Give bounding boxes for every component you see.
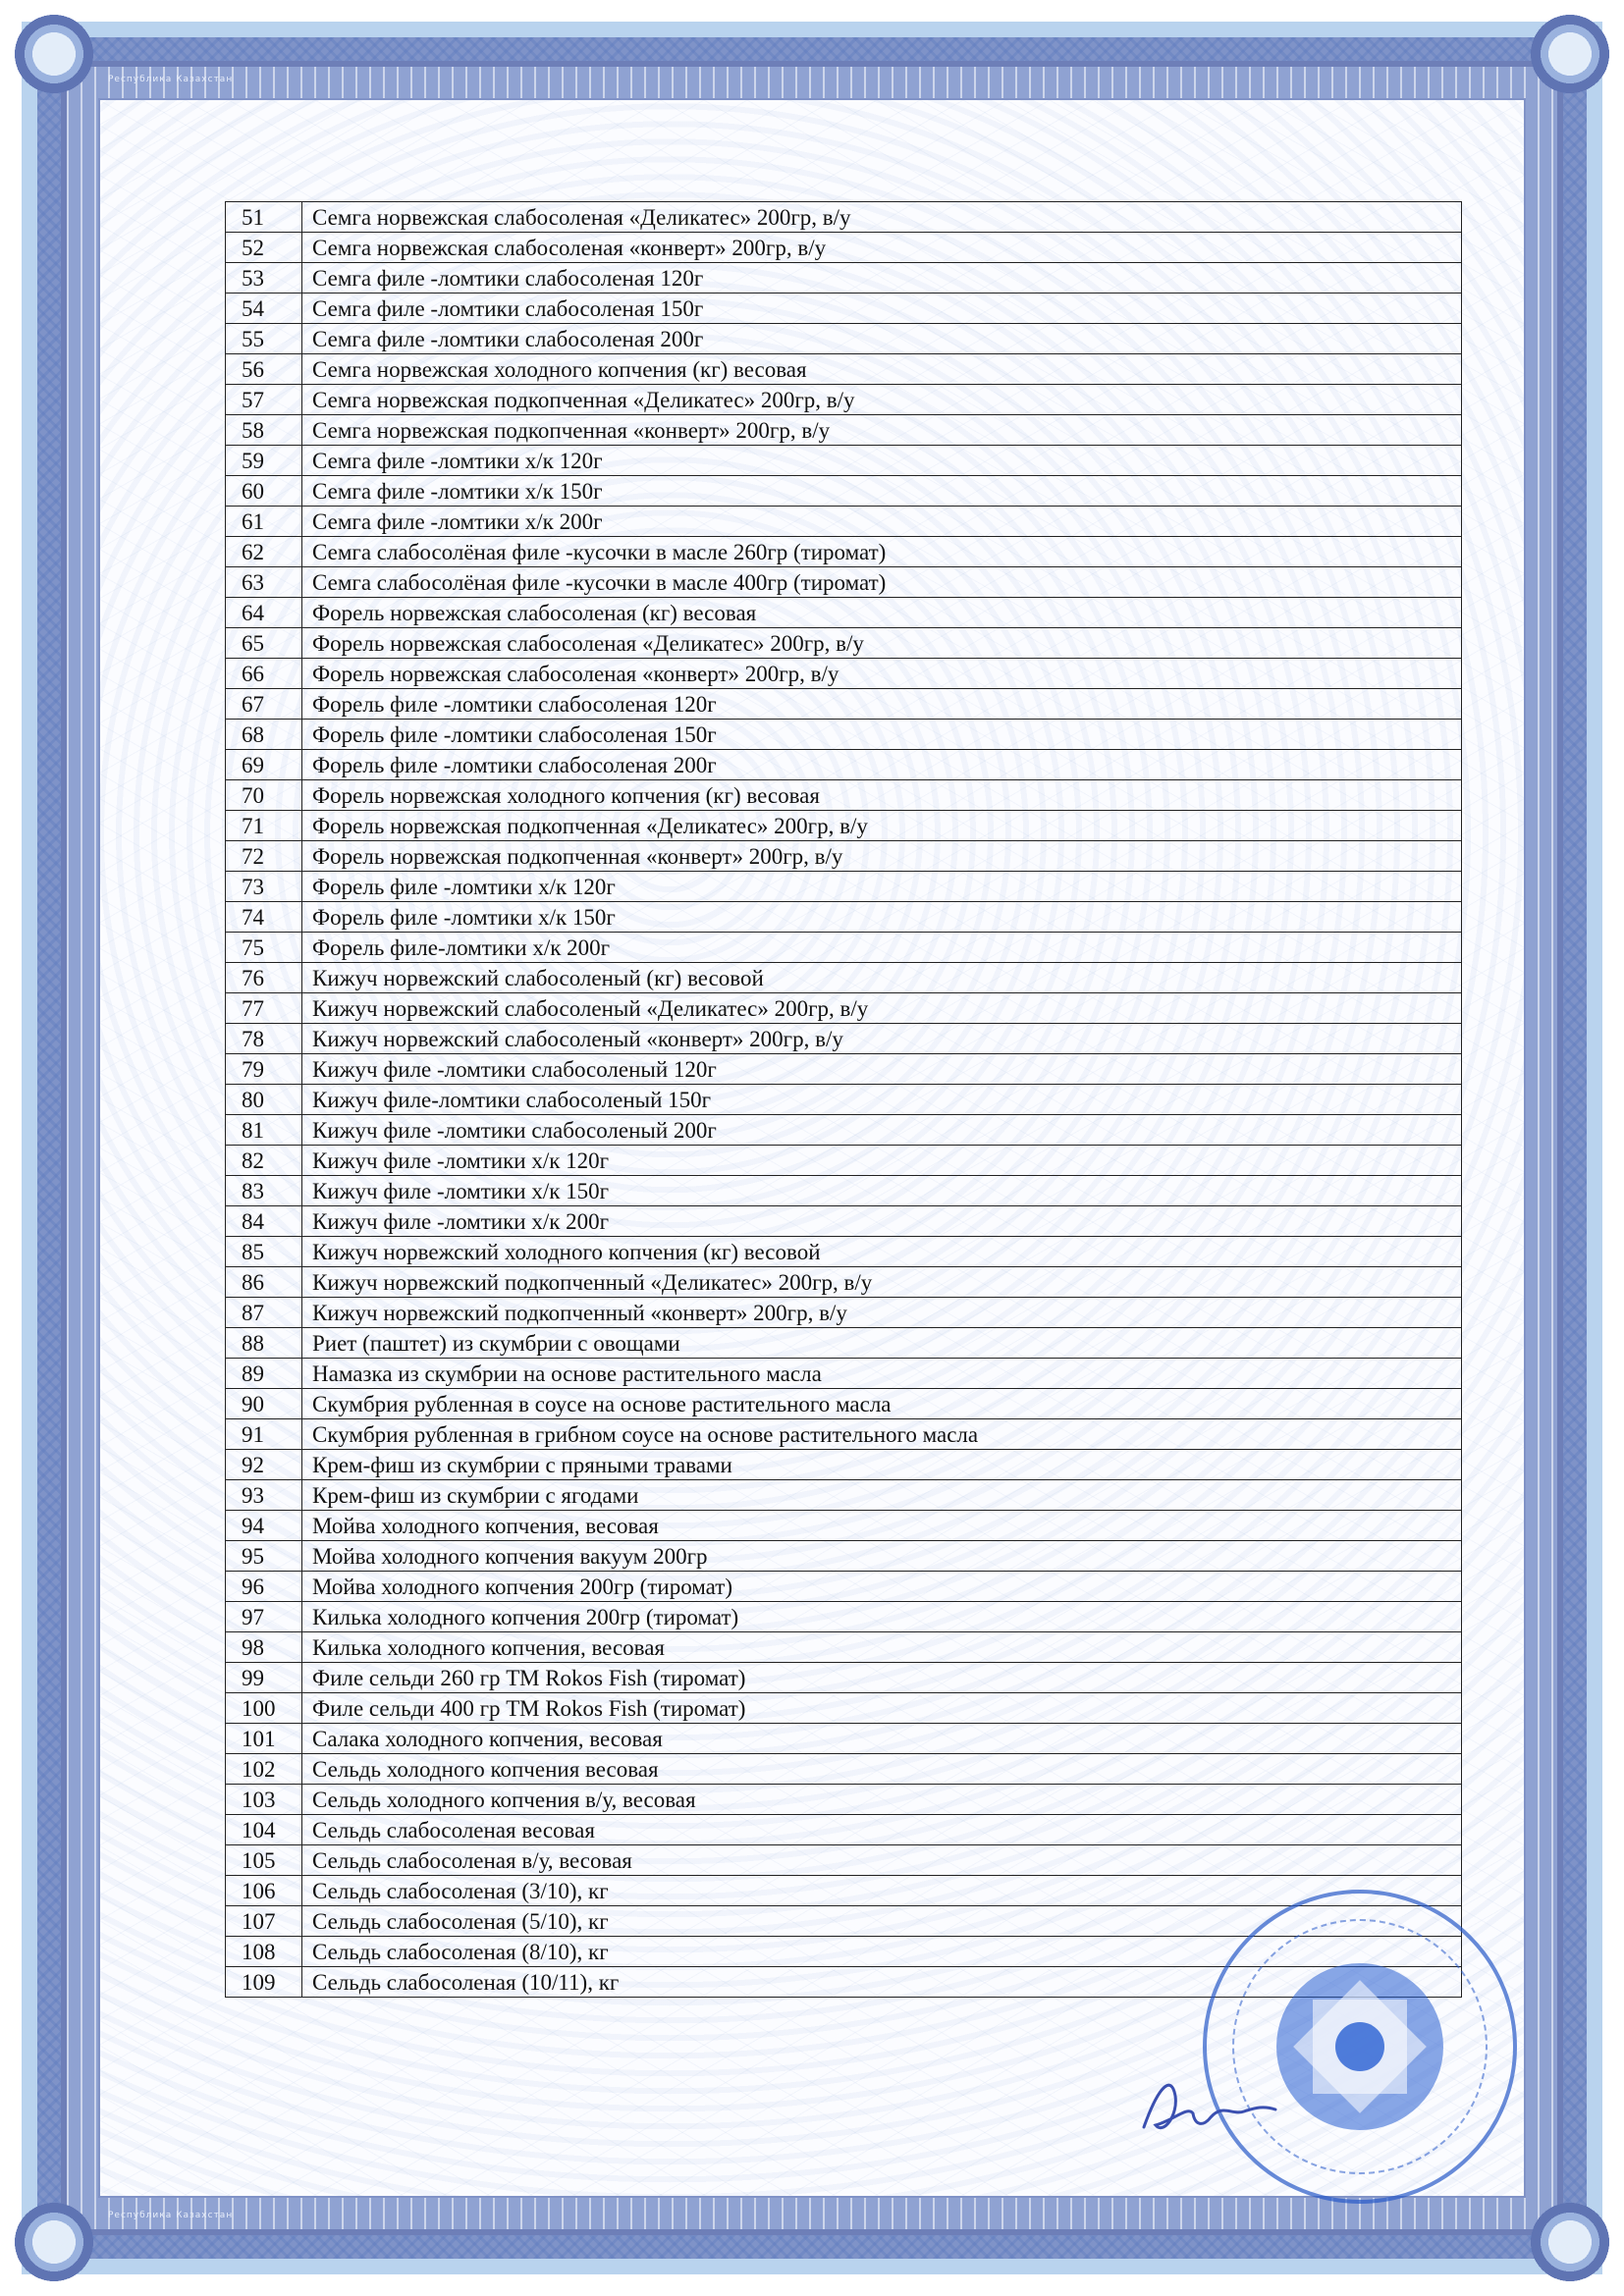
table-row bbox=[226, 1176, 1462, 1206]
row-number: 105 bbox=[226, 1845, 302, 1876]
row-number: 57 bbox=[226, 385, 302, 415]
product-name: Семга филе -ломтики х/к 120г bbox=[302, 446, 1462, 476]
product-name: Семга норвежская слабосоленая «Деликатес» 200гр, в/у bbox=[302, 202, 1462, 233]
row-number: 84 bbox=[226, 1206, 302, 1237]
product-name: Кижуч норвежский холодного копчения (кг) весовой bbox=[302, 1237, 1462, 1267]
table-row bbox=[226, 354, 1462, 385]
table-row bbox=[226, 1450, 1462, 1480]
product-name: Филе сельди 400 гр ТМ Rokos Fish (тиромат) bbox=[302, 1693, 1462, 1724]
row-number: 66 bbox=[226, 659, 302, 689]
row-number: 63 bbox=[226, 567, 302, 598]
corner-ornament-top-right bbox=[1526, 10, 1614, 98]
row-number: 65 bbox=[226, 628, 302, 659]
row-number: 51 bbox=[226, 202, 302, 233]
product-name: Кижуч филе -ломтики х/к 200г bbox=[302, 1206, 1462, 1237]
table-row bbox=[226, 1632, 1462, 1663]
row-number: 58 bbox=[226, 415, 302, 446]
row-number: 95 bbox=[226, 1541, 302, 1572]
row-number: 61 bbox=[226, 507, 302, 537]
product-name: Семга филе -ломтики слабосоленая 120г bbox=[302, 263, 1462, 294]
corner-ornament-bottom-right bbox=[1526, 2198, 1614, 2286]
product-name: Скумбрия рубленная в грибном соусе на основе растительного масла bbox=[302, 1419, 1462, 1450]
row-number: 107 bbox=[226, 1906, 302, 1937]
table-row bbox=[226, 1115, 1462, 1146]
row-number: 68 bbox=[226, 720, 302, 750]
row-number: 72 bbox=[226, 841, 302, 872]
product-name: Сельдь слабосоленая (5/10), кг bbox=[302, 1906, 1462, 1937]
table-row bbox=[226, 1298, 1462, 1328]
product-name: Сельдь слабосоленая (8/10), кг bbox=[302, 1937, 1462, 1967]
product-name: Форель норвежская подкопченная «конверт» 200гр, в/у bbox=[302, 841, 1462, 872]
row-number: 76 bbox=[226, 963, 302, 993]
product-name: Форель филе -ломтики слабосоленая 200г bbox=[302, 750, 1462, 780]
table-row bbox=[226, 202, 1462, 233]
row-number: 79 bbox=[226, 1054, 302, 1085]
row-number: 108 bbox=[226, 1937, 302, 1967]
corner-ornament-top-left bbox=[10, 10, 98, 98]
product-name: Килька холодного копчения, весовая bbox=[302, 1632, 1462, 1663]
product-name: Форель филе -ломтики слабосоленая 150г bbox=[302, 720, 1462, 750]
table-row bbox=[226, 1572, 1462, 1602]
row-number: 53 bbox=[226, 263, 302, 294]
product-name: Семга филе -ломтики слабосоленая 150г bbox=[302, 294, 1462, 324]
stamp-emblem-core bbox=[1335, 2022, 1384, 2071]
row-number: 74 bbox=[226, 902, 302, 933]
table-row bbox=[226, 750, 1462, 780]
table-row bbox=[226, 1724, 1462, 1754]
product-name: Кижуч филе -ломтики х/к 150г bbox=[302, 1176, 1462, 1206]
table-row bbox=[226, 294, 1462, 324]
product-name: Семга норвежская холодного копчения (кг) весовая bbox=[302, 354, 1462, 385]
product-name: Кижуч филе-ломтики слабосоленый 150г bbox=[302, 1085, 1462, 1115]
product-name: Кижуч норвежский подкопченный «Деликатес» 200гр, в/у bbox=[302, 1267, 1462, 1298]
product-name: Кижуч норвежский слабосоленый «конверт» 200гр, в/у bbox=[302, 1024, 1462, 1054]
table-row bbox=[226, 1541, 1462, 1572]
product-name: Форель норвежская холодного копчения (кг) весовая bbox=[302, 780, 1462, 811]
corner-ornament-bottom-left bbox=[10, 2198, 98, 2286]
product-name: Семга слабосолёная филе -кусочки в масле 260гр (тиромат) bbox=[302, 537, 1462, 567]
row-number: 88 bbox=[226, 1328, 302, 1359]
row-number: 94 bbox=[226, 1511, 302, 1541]
table-row bbox=[226, 385, 1462, 415]
table-row bbox=[226, 811, 1462, 841]
table-row bbox=[226, 1146, 1462, 1176]
product-name: Кижуч филе -ломтики х/к 120г bbox=[302, 1146, 1462, 1176]
product-name: Форель филе -ломтики слабосоленая 120г bbox=[302, 689, 1462, 720]
table-row bbox=[226, 902, 1462, 933]
table-row bbox=[226, 1054, 1462, 1085]
row-number: 73 bbox=[226, 872, 302, 902]
table-row bbox=[226, 1511, 1462, 1541]
row-number: 91 bbox=[226, 1419, 302, 1450]
product-name: Форель филе-ломтики х/к 200г bbox=[302, 933, 1462, 963]
row-number: 77 bbox=[226, 993, 302, 1024]
border-text-top: Республика Казахстан bbox=[108, 75, 234, 84]
table-row bbox=[226, 689, 1462, 720]
product-name: Сельдь холодного копчения весовая bbox=[302, 1754, 1462, 1785]
product-name: Форель норвежская слабосоленая (кг) весовая bbox=[302, 598, 1462, 628]
table-row bbox=[226, 993, 1462, 1024]
row-number: 70 bbox=[226, 780, 302, 811]
product-name: Мойва холодного копчения, весовая bbox=[302, 1511, 1462, 1541]
row-number: 106 bbox=[226, 1876, 302, 1906]
product-name: Мойва холодного копчения 200гр (тиромат) bbox=[302, 1572, 1462, 1602]
table-row bbox=[226, 1876, 1462, 1906]
row-number: 109 bbox=[226, 1967, 302, 1998]
row-number: 104 bbox=[226, 1815, 302, 1845]
row-number: 90 bbox=[226, 1389, 302, 1419]
row-number: 54 bbox=[226, 294, 302, 324]
table-row bbox=[226, 507, 1462, 537]
row-number: 98 bbox=[226, 1632, 302, 1663]
table-row bbox=[226, 841, 1462, 872]
row-number: 101 bbox=[226, 1724, 302, 1754]
row-number: 56 bbox=[226, 354, 302, 385]
table-row bbox=[226, 1085, 1462, 1115]
row-number: 64 bbox=[226, 598, 302, 628]
row-number: 103 bbox=[226, 1785, 302, 1815]
table-row bbox=[226, 872, 1462, 902]
product-name: Сельдь холодного копчения в/у, весовая bbox=[302, 1785, 1462, 1815]
row-number: 82 bbox=[226, 1146, 302, 1176]
product-name: Семга слабосолёная филе -кусочки в масле 400гр (тиромат) bbox=[302, 567, 1462, 598]
table-row bbox=[226, 1845, 1462, 1876]
row-number: 93 bbox=[226, 1480, 302, 1511]
row-number: 97 bbox=[226, 1602, 302, 1632]
table-row bbox=[226, 659, 1462, 689]
product-name: Семга норвежская подкопченная «конверт» 200гр, в/у bbox=[302, 415, 1462, 446]
row-number: 89 bbox=[226, 1359, 302, 1389]
table-row bbox=[226, 1663, 1462, 1693]
product-name: Кижуч норвежский подкопченный «конверт» 200гр, в/у bbox=[302, 1298, 1462, 1328]
product-name: Форель норвежская слабосоленая «Деликатес» 200гр, в/у bbox=[302, 628, 1462, 659]
table-row bbox=[226, 1237, 1462, 1267]
product-name: Форель норвежская слабосоленая «конверт» 200гр, в/у bbox=[302, 659, 1462, 689]
table-row bbox=[226, 324, 1462, 354]
product-name: Семга филе -ломтики слабосоленая 200г bbox=[302, 324, 1462, 354]
row-number: 69 bbox=[226, 750, 302, 780]
product-name: Сельдь слабосоленая (10/11), кг bbox=[302, 1967, 1462, 1998]
product-name: Семга норвежская подкопченная «Деликатес» 200гр, в/у bbox=[302, 385, 1462, 415]
table-row bbox=[226, 1328, 1462, 1359]
row-number: 71 bbox=[226, 811, 302, 841]
product-name: Намазка из скумбрии на основе растительного масла bbox=[302, 1359, 1462, 1389]
row-number: 78 bbox=[226, 1024, 302, 1054]
product-name: Крем-фиш из скумбрии с ягодами bbox=[302, 1480, 1462, 1511]
table-row bbox=[226, 263, 1462, 294]
row-number: 87 bbox=[226, 1298, 302, 1328]
table-row bbox=[226, 628, 1462, 659]
table-row bbox=[226, 476, 1462, 507]
row-number: 75 bbox=[226, 933, 302, 963]
row-number: 92 bbox=[226, 1450, 302, 1480]
product-name: Крем-фиш из скумбрии с пряными травами bbox=[302, 1450, 1462, 1480]
row-number: 81 bbox=[226, 1115, 302, 1146]
table-row bbox=[226, 963, 1462, 993]
product-name: Кижуч норвежский слабосоленый (кг) весовой bbox=[302, 963, 1462, 993]
table-row bbox=[226, 446, 1462, 476]
product-list-table bbox=[225, 201, 1462, 1998]
product-name: Риет (паштет) из скумбрии с овощами bbox=[302, 1328, 1462, 1359]
table-row bbox=[226, 537, 1462, 567]
product-name: Форель норвежская подкопченная «Деликатес» 200гр, в/у bbox=[302, 811, 1462, 841]
row-number: 86 bbox=[226, 1267, 302, 1298]
row-number: 59 bbox=[226, 446, 302, 476]
table-row bbox=[226, 1602, 1462, 1632]
table-row bbox=[226, 1024, 1462, 1054]
product-name: Килька холодного копчения 200гр (тиромат) bbox=[302, 1602, 1462, 1632]
table-row bbox=[226, 1754, 1462, 1785]
row-number: 60 bbox=[226, 476, 302, 507]
row-number: 96 bbox=[226, 1572, 302, 1602]
handwritten-signature bbox=[1134, 2066, 1281, 2145]
table-row bbox=[226, 1267, 1462, 1298]
table-row bbox=[226, 415, 1462, 446]
product-name: Сельдь слабосоленая в/у, весовая bbox=[302, 1845, 1462, 1876]
product-name: Филе сельди 260 гр ТМ Rokos Fish (тиромат) bbox=[302, 1663, 1462, 1693]
table-row bbox=[226, 598, 1462, 628]
product-name: Сельдь слабосоленая (3/10), кг bbox=[302, 1876, 1462, 1906]
product-name: Скумбрия рубленная в соусе на основе растительного масла bbox=[302, 1389, 1462, 1419]
product-name: Кижуч филе -ломтики слабосоленый 200г bbox=[302, 1115, 1462, 1146]
row-number: 102 bbox=[226, 1754, 302, 1785]
table-row bbox=[226, 233, 1462, 263]
table-row bbox=[226, 1389, 1462, 1419]
table-row bbox=[226, 1419, 1462, 1450]
row-number: 100 bbox=[226, 1693, 302, 1724]
product-name: Форель филе -ломтики х/к 120г bbox=[302, 872, 1462, 902]
row-number: 55 bbox=[226, 324, 302, 354]
table-row bbox=[226, 1359, 1462, 1389]
product-name: Семга филе -ломтики х/к 150г bbox=[302, 476, 1462, 507]
product-name: Форель филе -ломтики х/к 150г bbox=[302, 902, 1462, 933]
row-number: 52 bbox=[226, 233, 302, 263]
table-row bbox=[226, 933, 1462, 963]
product-name: Семга норвежская слабосоленая «конверт» 200гр, в/у bbox=[302, 233, 1462, 263]
table-row bbox=[226, 1785, 1462, 1815]
product-name: Салака холодного копчения, весовая bbox=[302, 1724, 1462, 1754]
table-row bbox=[226, 1480, 1462, 1511]
product-name: Кижуч норвежский слабосоленый «Деликатес» 200гр, в/у bbox=[302, 993, 1462, 1024]
row-number: 62 bbox=[226, 537, 302, 567]
product-name: Семга филе -ломтики х/к 200г bbox=[302, 507, 1462, 537]
row-number: 99 bbox=[226, 1663, 302, 1693]
table-row bbox=[226, 720, 1462, 750]
product-name: Мойва холодного копчения вакуум 200гр bbox=[302, 1541, 1462, 1572]
product-name: Кижуч филе -ломтики слабосоленый 120г bbox=[302, 1054, 1462, 1085]
row-number: 80 bbox=[226, 1085, 302, 1115]
table-row bbox=[226, 780, 1462, 811]
table-row bbox=[226, 1206, 1462, 1237]
border-text-bottom: Республика Казахстан bbox=[108, 2211, 234, 2220]
table-row bbox=[226, 567, 1462, 598]
row-number: 67 bbox=[226, 689, 302, 720]
product-name: Сельдь слабосоленая весовая bbox=[302, 1815, 1462, 1845]
table-row bbox=[226, 1815, 1462, 1845]
row-number: 85 bbox=[226, 1237, 302, 1267]
row-number: 83 bbox=[226, 1176, 302, 1206]
table-row bbox=[226, 1693, 1462, 1724]
